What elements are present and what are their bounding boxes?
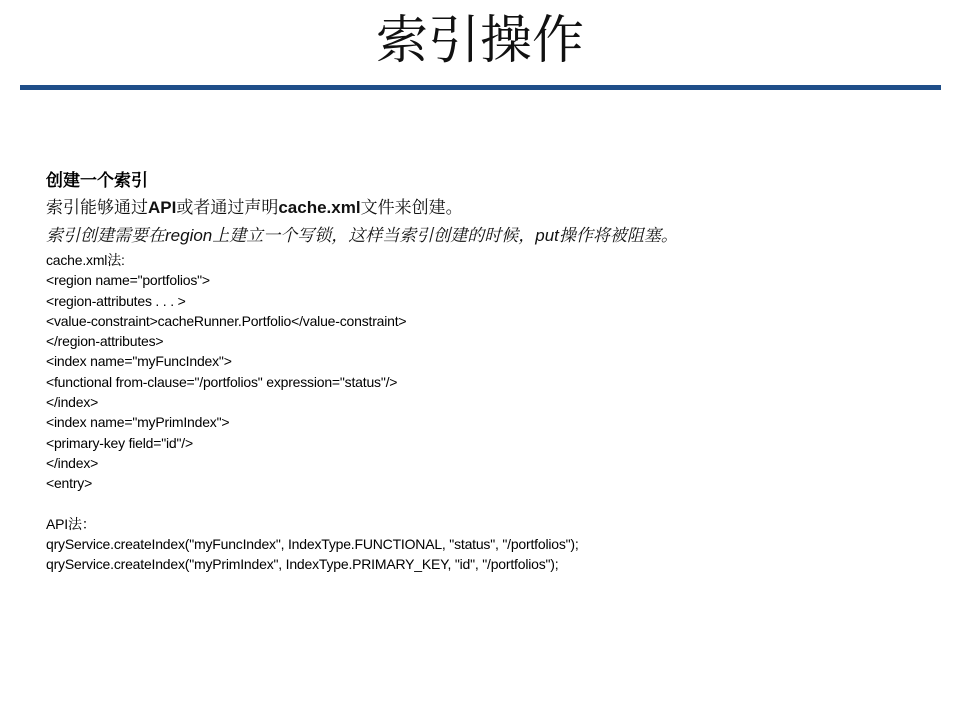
slide-title: 索引操作	[375, 11, 584, 71]
xml-line: <functional from-clause="/portfolios" expression="status"/>	[46, 373, 398, 390]
xml-line: </index>	[46, 394, 99, 411]
lock-note: 索引创建需要在region上建立一个写锁，这样当索引创建的时候，put操作将被阻塞。	[46, 226, 678, 245]
intro-text-2: 或者通过声明	[176, 198, 279, 217]
xml-line: </region-attributes>	[46, 333, 164, 350]
xml-line: <entry>	[46, 475, 93, 492]
xml-line: </index>	[46, 454, 99, 471]
xml-section-label: cache.xml法:	[46, 252, 125, 268]
api-section-label: API法：	[46, 515, 96, 532]
xml-line: <value-constraint>cacheRunner.Portfolio</value-constraint>	[46, 312, 407, 329]
intro-paragraph	[46, 194, 936, 222]
api-line: qryService.createIndex("myFuncIndex", IndexType.FUNCTIONAL, "status", "/portfolios");	[46, 535, 579, 552]
api-line: qryService.createIndex("myPrimIndex", IndexType.PRIMARY_KEY, "id", "/portfolios");	[46, 556, 559, 573]
xml-line: <region name="portfolios">	[46, 272, 210, 289]
intro-cache-xml: cache.xml	[278, 198, 361, 217]
section-heading: 创建一个索引	[46, 171, 148, 190]
intro-text-1: 索引能够通过	[46, 198, 148, 217]
xml-line: <primary-key field="id"/>	[46, 434, 193, 451]
title-divider	[20, 85, 941, 90]
intro-api: API	[148, 198, 177, 217]
spacer	[46, 494, 936, 514]
slide-body	[46, 168, 936, 574]
xml-line: <region-attributes . . . >	[46, 292, 186, 309]
intro-text-3: 文件来创建。	[360, 198, 463, 217]
xml-line: <index name="myPrimIndex">	[46, 414, 230, 431]
xml-line: <index name="myFuncIndex">	[46, 353, 232, 370]
